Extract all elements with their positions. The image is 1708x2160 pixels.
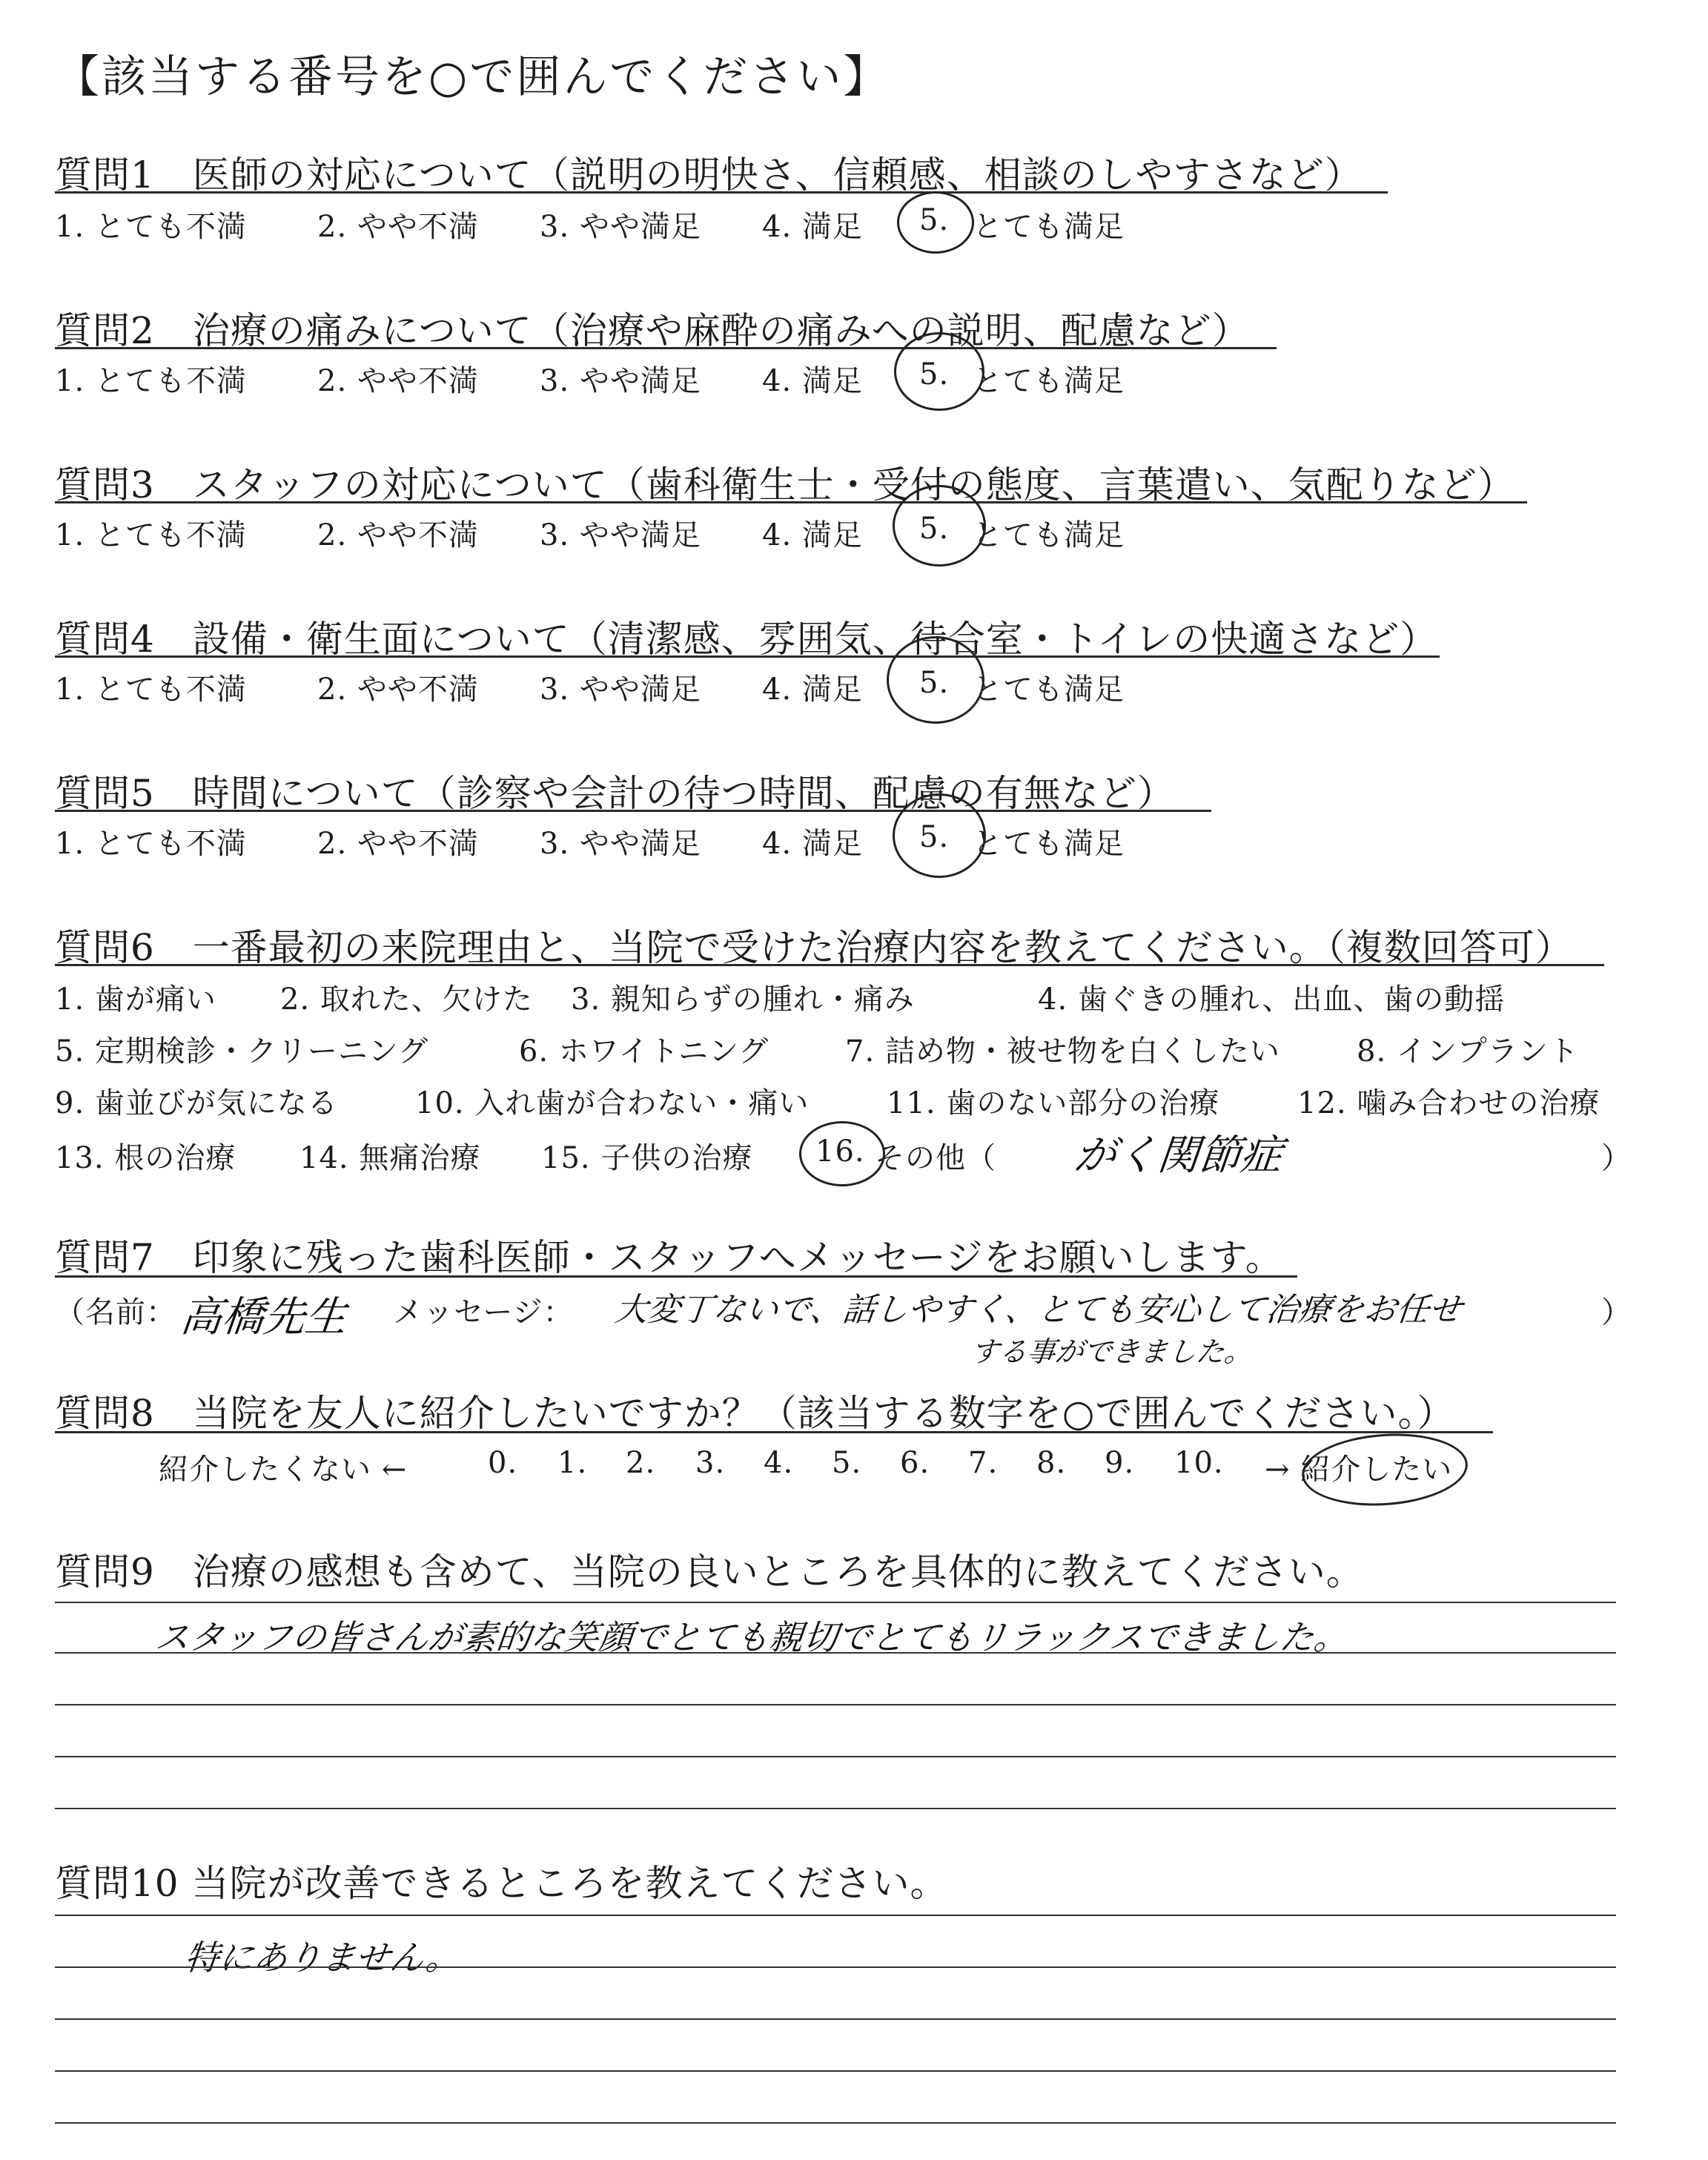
q5-option-1[interactable]: 1. とても不満 (55, 827, 247, 861)
q6-option-1[interactable]: 1. 歯が痛い (55, 982, 216, 1017)
q1-option-5-text: とても満足 (973, 210, 1125, 244)
question-5-label: 質問5 時間について（診察や会計の待つ時間、配慮の有無など） (55, 772, 1175, 815)
q7-name-label: （名前： (55, 1295, 176, 1330)
q7-message-line-2[interactable]: する事ができました。 (969, 1335, 1254, 1368)
q6-option-15[interactable]: 15. 子供の治療 (541, 1141, 753, 1175)
question-1-underline (55, 191, 1388, 194)
q8-number-3[interactable]: 3. (695, 1446, 726, 1480)
question-3-label: 質問3 スタッフの対応について（歯科衛生士・受付の態度、言葉遣い、気配りなど） (55, 463, 1515, 506)
question-6-label: 質問6 一番最初の来院理由と、当院で受けた治療内容を教えてください。（複数回答可） (55, 926, 1573, 969)
q1-option-4[interactable]: 4. 満足 (762, 210, 863, 244)
q2-selection-circle (894, 332, 984, 411)
q3-option-2[interactable]: 2. やや不満 (317, 518, 479, 552)
q6-selection-circle (799, 1121, 885, 1186)
q6-option-16-close: ） (1601, 1141, 1632, 1175)
q6-option-12[interactable]: 12. 噛み合わせの治療 (1297, 1086, 1601, 1120)
answer-line (55, 2070, 1616, 2072)
q6-option-9[interactable]: 9. 歯並びが気になる (55, 1086, 338, 1120)
q5-option-3[interactable]: 3. やや満足 (540, 827, 701, 861)
q6-option-7[interactable]: 7. 詰め物・被せ物を白くしたい (845, 1034, 1280, 1069)
question-6-underline (55, 964, 1604, 966)
q6-option-6[interactable]: 6. ホワイトニング (519, 1034, 769, 1069)
question-4-label: 質問4 設備・衛生面について（清潔感、雰囲気、待合室・トイレの快適さなど） (55, 618, 1438, 661)
q7-name[interactable]: 高橋先生 (178, 1293, 349, 1341)
q6-other-answer[interactable]: がく関節症 (1072, 1132, 1285, 1180)
q4-option-4[interactable]: 4. 満足 (762, 673, 863, 707)
q3-option-5-number[interactable]: 5. (919, 512, 950, 546)
q3-selection-circle (893, 485, 986, 567)
q5-selection-circle (893, 793, 986, 878)
q6-option-8[interactable]: 8. インプラント (1357, 1034, 1579, 1069)
q3-option-4[interactable]: 4. 満足 (762, 518, 863, 552)
q2-option-5-text: とても満足 (973, 364, 1125, 398)
q3-option-5-text: とても満足 (973, 518, 1125, 552)
q6-option-14[interactable]: 14. 無痛治療 (299, 1141, 481, 1175)
q6-option-16-number[interactable]: 16. (815, 1135, 865, 1169)
q8-number-2[interactable]: 2. (626, 1446, 656, 1480)
q8-number-4[interactable]: 4. (764, 1446, 794, 1480)
answer-line (55, 2122, 1616, 2124)
q6-option-3[interactable]: 3. 親知らずの腫れ・痛み (571, 982, 915, 1017)
question-9-label: 質問9 治療の感想も含めて、当院の良いところを具体的に教えてください。 (55, 1550, 1364, 1593)
q8-right-label[interactable]: → 紹介したい (1265, 1453, 1453, 1487)
q9-answer[interactable]: スタッフの皆さんが素的な笑顔でとても親切でとてもリラックスできました。 (153, 1617, 1351, 1657)
question-2-underline (55, 347, 1277, 349)
answer-line (55, 2018, 1616, 2020)
q7-message-line-1[interactable]: 大変丁ないで、話しやすく、とても安心して治療をお任せ (612, 1291, 1464, 1329)
q6-option-16-text: その他（ (875, 1141, 996, 1175)
q2-option-1[interactable]: 1. とても不満 (55, 364, 247, 398)
question-7-label: 質問7 印象に残った歯科医師・スタッフへメッセージをお願いします。 (55, 1236, 1283, 1279)
question-7-underline (55, 1275, 1297, 1278)
q7-message-label: メッセージ： (393, 1295, 574, 1330)
q3-option-1[interactable]: 1. とても不満 (55, 518, 247, 552)
q8-number-10[interactable]: 10. (1174, 1446, 1224, 1480)
question-3-underline (55, 501, 1527, 503)
q8-number-7[interactable]: 7. (968, 1446, 999, 1480)
q8-number-5[interactable]: 5. (832, 1446, 862, 1480)
q6-option-4[interactable]: 4. 歯ぐきの腫れ、出血、歯の動揺 (1038, 982, 1506, 1017)
question-2-label: 質問2 治療の痛みについて（治療や麻酔の痛みへの説明、配慮など） (55, 309, 1250, 352)
q4-option-1[interactable]: 1. とても不満 (55, 673, 247, 707)
q2-option-4[interactable]: 4. 満足 (762, 364, 863, 398)
q8-selection-circle (1300, 1428, 1470, 1510)
q5-option-4[interactable]: 4. 満足 (762, 827, 863, 861)
q4-option-3[interactable]: 3. やや満足 (540, 673, 701, 707)
q2-option-2[interactable]: 2. やや不満 (317, 364, 479, 398)
q6-option-5[interactable]: 5. 定期検診・クリーニング (55, 1034, 429, 1069)
form-title: 【該当する番号を○で囲んでください】 (55, 51, 890, 103)
q8-number-9[interactable]: 9. (1105, 1446, 1135, 1480)
question-10-label: 質問10 当院が改善できるところを教えてください。 (55, 1862, 948, 1905)
question-5-underline (55, 810, 1211, 812)
q1-selection-circle (897, 191, 974, 254)
question-8-label: 質問8 当院を友人に紹介したいですか？（該当する数字を○で囲んでください。） (55, 1392, 1455, 1435)
q1-option-5-number[interactable]: 5. (919, 203, 950, 237)
q8-left-label: 紹介したくない ← (159, 1453, 408, 1487)
q8-number-0[interactable]: 0. (488, 1446, 518, 1480)
q8-number-1[interactable]: 1. (557, 1446, 588, 1480)
question-8-underline (55, 1431, 1493, 1433)
q10-answer[interactable]: 特にありません。 (182, 1938, 463, 1978)
q6-option-13[interactable]: 13. 根の治療 (55, 1141, 236, 1175)
q6-option-2[interactable]: 2. 取れた、欠けた (280, 982, 533, 1017)
q2-option-5-number[interactable]: 5. (919, 357, 950, 392)
answer-line (55, 1966, 1616, 1968)
question-4-underline (55, 655, 1440, 658)
answer-line (55, 1756, 1616, 1757)
answer-line (55, 1808, 1616, 1809)
answer-line (55, 1602, 1616, 1603)
q5-option-5-number[interactable]: 5. (919, 820, 950, 854)
q7-close: ） (1601, 1295, 1632, 1330)
q5-option-5-text: とても満足 (973, 827, 1125, 861)
question-1-label: 質問1 医師の対応について（説明の明快さ、信頼感、相談のしやすさなど） (55, 153, 1363, 196)
q3-option-3[interactable]: 3. やや満足 (540, 518, 701, 552)
q8-number-6[interactable]: 6. (900, 1446, 930, 1480)
answer-line (55, 1704, 1616, 1705)
q6-option-11[interactable]: 11. 歯のない部分の治療 (887, 1086, 1220, 1120)
answer-line (55, 1915, 1616, 1916)
q6-option-10[interactable]: 10. 入れ歯が合わない・痛い (415, 1086, 810, 1120)
q4-option-5-number[interactable]: 5. (919, 666, 950, 700)
q1-option-2[interactable]: 2. やや不満 (317, 210, 479, 244)
q5-option-2[interactable]: 2. やや不満 (317, 827, 479, 861)
q4-selection-circle (887, 636, 984, 724)
q1-option-3[interactable]: 3. やや満足 (540, 210, 701, 244)
q4-option-5-text: とても満足 (973, 673, 1125, 707)
answer-line (55, 1652, 1616, 1654)
q1-option-1[interactable]: 1. とても不満 (55, 210, 247, 244)
q8-number-8[interactable]: 8. (1036, 1446, 1067, 1480)
q2-option-3[interactable]: 3. やや満足 (540, 364, 701, 398)
q4-option-2[interactable]: 2. やや不満 (317, 673, 479, 707)
